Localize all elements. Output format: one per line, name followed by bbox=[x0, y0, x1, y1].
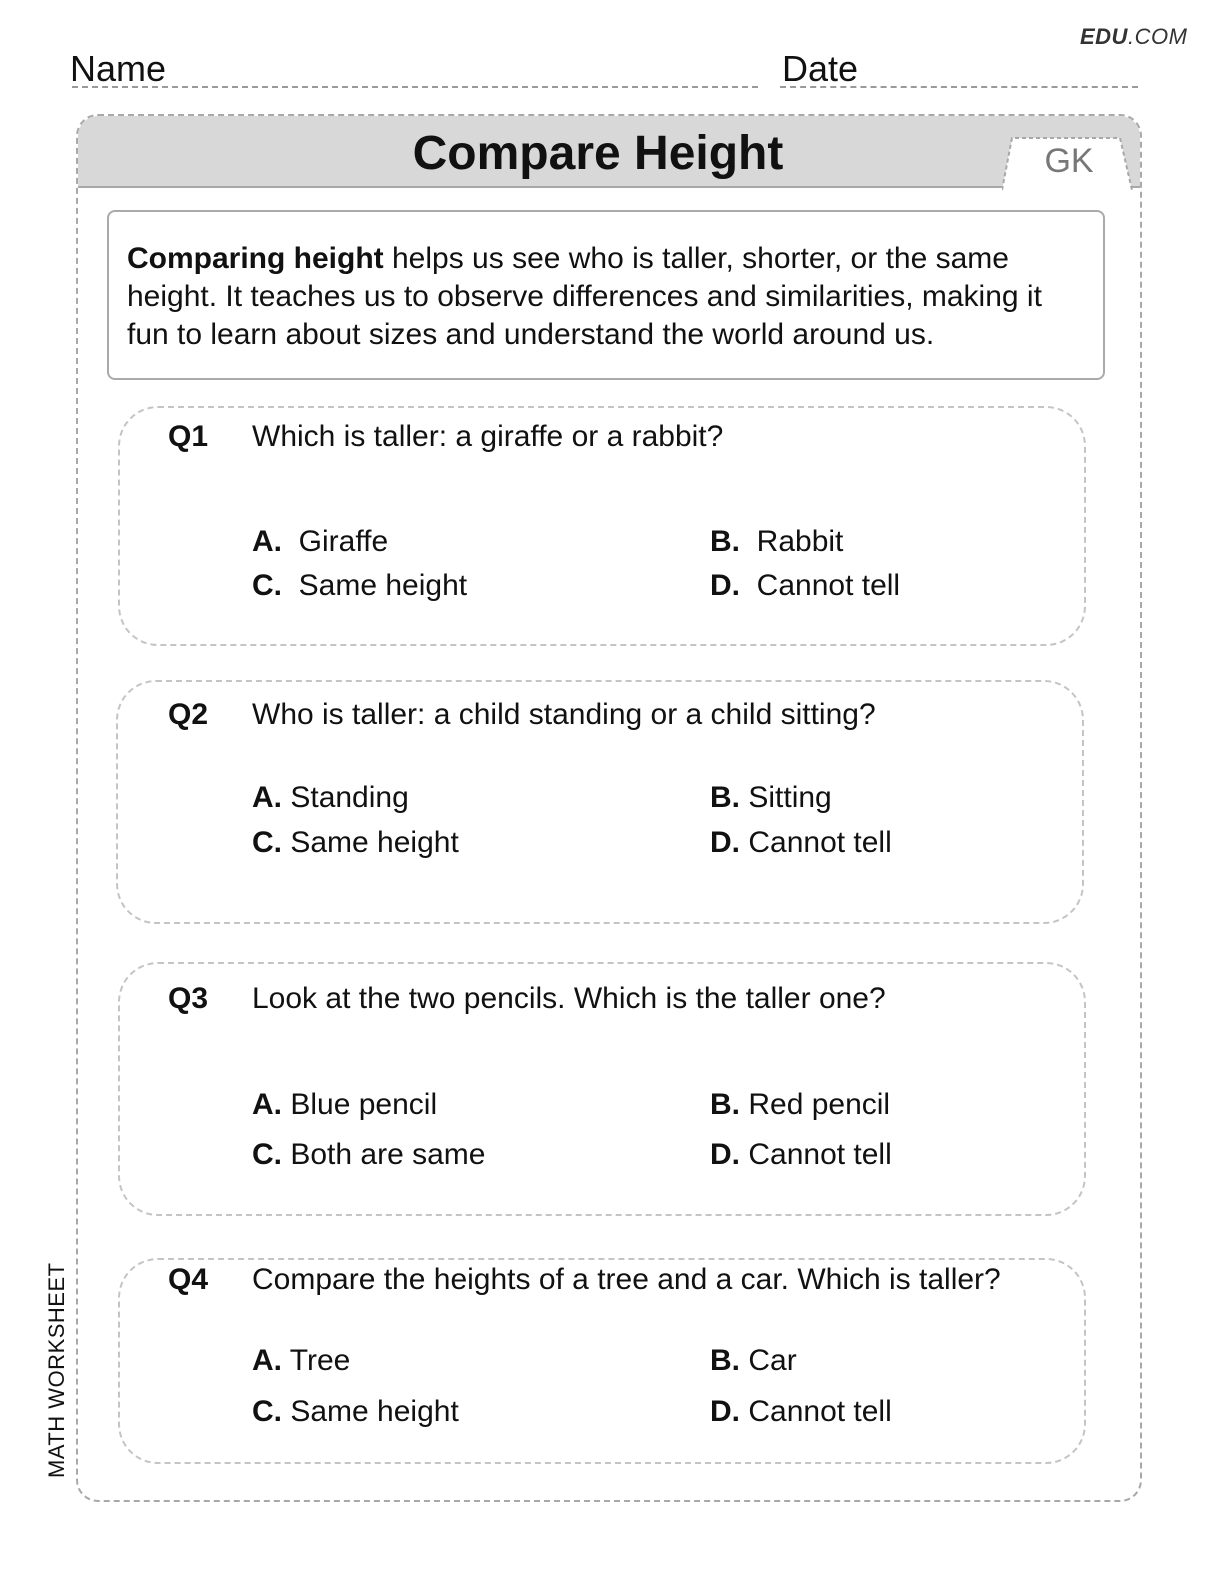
question-number: Q1 bbox=[168, 420, 209, 453]
option-letter: B. bbox=[710, 1088, 740, 1121]
question-text: Who is taller: a child standing or a child sitting? bbox=[252, 698, 876, 731]
option-c[interactable] bbox=[252, 1138, 485, 1172]
option-letter: C. bbox=[252, 569, 282, 602]
option-letter: D. bbox=[710, 569, 740, 602]
intro-box bbox=[107, 210, 1105, 380]
option-a[interactable] bbox=[252, 1088, 437, 1122]
option-text: Cannot tell bbox=[748, 1395, 892, 1428]
option-a[interactable] bbox=[252, 525, 388, 559]
name-field[interactable] bbox=[72, 86, 758, 88]
question-number: Q4 bbox=[168, 1263, 209, 1296]
intro-bold: Comparing height bbox=[127, 242, 384, 275]
brand-logo-bold: EDU bbox=[1080, 24, 1128, 49]
option-text: Same height bbox=[298, 569, 468, 602]
option-text: Car bbox=[748, 1344, 797, 1377]
option-letter: B. bbox=[710, 1344, 740, 1377]
brand-logo-rest: .COM bbox=[1127, 24, 1188, 49]
option-text: Rabbit bbox=[756, 525, 844, 558]
brand-logo bbox=[1080, 24, 1187, 50]
option-text: Blue pencil bbox=[290, 1088, 438, 1121]
option-letter: C. bbox=[252, 1395, 282, 1428]
option-letter: B. bbox=[710, 525, 740, 558]
option-letter: C. bbox=[252, 1138, 282, 1171]
option-d[interactable] bbox=[710, 826, 892, 860]
option-a[interactable] bbox=[252, 781, 409, 815]
side-label: MATH WORKSHEET bbox=[44, 1262, 69, 1478]
option-letter: C. bbox=[252, 826, 282, 859]
grade-label: GK bbox=[1044, 142, 1094, 180]
option-d[interactable] bbox=[710, 569, 900, 603]
option-b[interactable] bbox=[710, 1088, 890, 1122]
option-text: Standing bbox=[290, 781, 409, 814]
option-b[interactable] bbox=[710, 781, 832, 815]
date-label: Date bbox=[782, 48, 859, 89]
option-letter: A. bbox=[252, 525, 282, 558]
option-text: Red pencil bbox=[748, 1088, 891, 1121]
question-number: Q3 bbox=[168, 982, 209, 1015]
option-letter: A. bbox=[252, 1344, 282, 1377]
option-letter: D. bbox=[710, 826, 740, 859]
option-text: Sitting bbox=[748, 781, 832, 814]
option-d[interactable] bbox=[710, 1138, 892, 1172]
question-number: Q2 bbox=[168, 698, 209, 731]
option-text: Tree bbox=[289, 1344, 351, 1377]
option-c[interactable] bbox=[252, 569, 467, 603]
option-letter: A. bbox=[252, 1088, 282, 1121]
question-text: Look at the two pencils. Which is the taller one? bbox=[252, 982, 886, 1015]
option-a[interactable] bbox=[252, 1344, 350, 1378]
date-field[interactable] bbox=[780, 86, 1138, 88]
option-text: Both are same bbox=[290, 1138, 486, 1171]
option-text: Giraffe bbox=[298, 525, 389, 558]
option-text: Same height bbox=[290, 1395, 459, 1428]
option-b[interactable] bbox=[710, 1344, 797, 1378]
option-letter: A. bbox=[252, 781, 282, 814]
option-letter: D. bbox=[710, 1395, 740, 1428]
option-text: Same height bbox=[290, 826, 459, 859]
intro-text: helps us see who is taller, shorter, or the same height. It teaches us to observe differences and similarities, making it fun to learn about sizes and understand the world around us. bbox=[127, 242, 1042, 351]
question-text: Compare the heights of a tree and a car. Which is taller? bbox=[252, 1263, 1001, 1296]
option-letter: D. bbox=[710, 1138, 740, 1171]
option-c[interactable] bbox=[252, 826, 459, 860]
option-text: Cannot tell bbox=[756, 569, 901, 602]
option-d[interactable] bbox=[710, 1395, 892, 1429]
name-label: Name bbox=[70, 48, 167, 89]
option-text: Cannot tell bbox=[748, 826, 892, 859]
option-letter: B. bbox=[710, 781, 740, 814]
option-c[interactable] bbox=[252, 1395, 459, 1429]
option-b[interactable] bbox=[710, 525, 843, 559]
option-text: Cannot tell bbox=[748, 1138, 892, 1171]
page-title: Compare Height bbox=[412, 127, 784, 180]
question-text: Which is taller: a giraffe or a rabbit? bbox=[252, 420, 724, 453]
